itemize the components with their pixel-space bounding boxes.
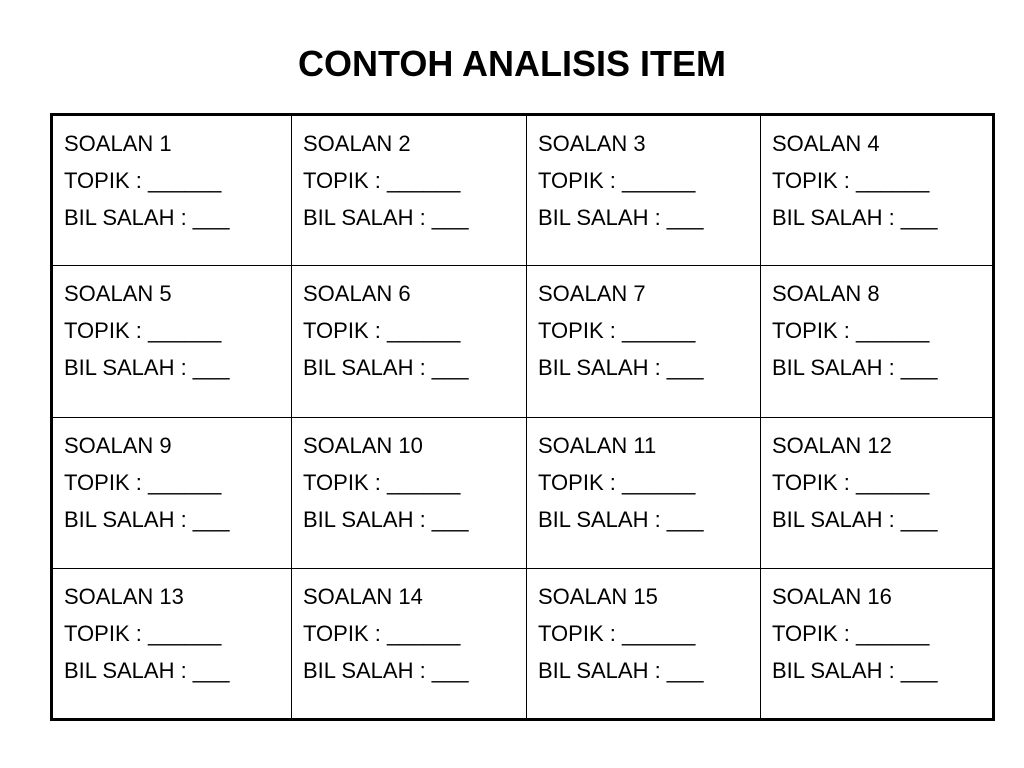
table-row — [52, 266, 994, 417]
topic-field: TOPIK : ______ — [64, 168, 222, 193]
question-label: SOALAN 13 — [64, 583, 184, 609]
table-row — [52, 115, 994, 266]
question-cell — [52, 568, 292, 719]
topic-field: TOPIK : ______ — [64, 469, 222, 495]
question-cell — [292, 266, 527, 417]
question-cell — [761, 417, 994, 568]
topic-field: TOPIK : ______ — [64, 318, 222, 344]
topic-field: TOPIK : ______ — [303, 168, 461, 193]
question-cell — [761, 568, 994, 719]
wrong-count-field: BIL SALAH : ___ — [64, 506, 230, 532]
question-label: SOALAN 4 — [772, 131, 880, 156]
question-label: SOALAN 3 — [538, 131, 646, 156]
topic-field: TOPIK : ______ — [64, 620, 222, 646]
table-row — [52, 568, 994, 719]
question-cell — [52, 417, 292, 568]
question-cell — [761, 266, 994, 417]
question-label: SOALAN 10 — [303, 432, 423, 458]
question-label: SOALAN 16 — [772, 583, 892, 609]
wrong-count-field: BIL SALAH : ___ — [538, 657, 704, 683]
question-cell — [527, 568, 761, 719]
topic-field: TOPIK : ______ — [303, 318, 461, 344]
question-label: SOALAN 2 — [303, 131, 411, 156]
wrong-count-field: BIL SALAH : ___ — [772, 205, 938, 230]
wrong-count-field: BIL SALAH : ___ — [772, 657, 938, 683]
topic-field: TOPIK : ______ — [538, 318, 696, 344]
wrong-count-field: BIL SALAH : ___ — [538, 506, 704, 532]
wrong-count-field: BIL SALAH : ___ — [772, 506, 938, 532]
wrong-count-field: BIL SALAH : ___ — [64, 657, 230, 683]
table-row — [52, 417, 994, 568]
question-label: SOALAN 14 — [303, 583, 423, 609]
wrong-count-field: BIL SALAH : ___ — [772, 355, 938, 381]
question-label: SOALAN 8 — [772, 281, 880, 307]
wrong-count-field: BIL SALAH : ___ — [303, 205, 469, 230]
question-label: SOALAN 12 — [772, 432, 892, 458]
topic-field: TOPIK : ______ — [772, 469, 930, 495]
wrong-count-field: BIL SALAH : ___ — [303, 506, 469, 532]
question-cell — [761, 115, 994, 266]
topic-field: TOPIK : ______ — [772, 318, 930, 344]
topic-field: TOPIK : ______ — [772, 620, 930, 646]
wrong-count-field: BIL SALAH : ___ — [64, 205, 230, 230]
question-label: SOALAN 7 — [538, 281, 646, 307]
question-cell — [527, 115, 761, 266]
question-label: SOALAN 11 — [538, 432, 657, 458]
wrong-count-field: BIL SALAH : ___ — [64, 355, 230, 381]
topic-field: TOPIK : ______ — [538, 620, 696, 646]
question-cell — [52, 115, 292, 266]
topic-field: TOPIK : ______ — [538, 168, 696, 193]
question-cell — [527, 266, 761, 417]
question-cell — [52, 266, 292, 417]
question-cell — [527, 417, 761, 568]
topic-field: TOPIK : ______ — [772, 168, 930, 193]
wrong-count-field: BIL SALAH : ___ — [538, 355, 704, 381]
question-label: SOALAN 1 — [64, 131, 172, 156]
topic-field: TOPIK : ______ — [538, 469, 696, 495]
question-label: SOALAN 6 — [303, 281, 411, 307]
topic-field: TOPIK : ______ — [303, 469, 461, 495]
topic-field: TOPIK : ______ — [303, 620, 461, 646]
wrong-count-field: BIL SALAH : ___ — [303, 355, 469, 381]
question-label: SOALAN 5 — [64, 281, 172, 307]
question-label: SOALAN 9 — [64, 432, 172, 458]
wrong-count-field: BIL SALAH : ___ — [303, 657, 469, 683]
question-cell — [292, 417, 527, 568]
item-analysis-table — [50, 113, 995, 721]
question-cell — [292, 115, 527, 266]
question-cell — [292, 568, 527, 719]
wrong-count-field: BIL SALAH : ___ — [538, 205, 704, 230]
question-label: SOALAN 15 — [538, 583, 658, 609]
page-title: CONTOH ANALISIS ITEM — [297, 43, 726, 84]
